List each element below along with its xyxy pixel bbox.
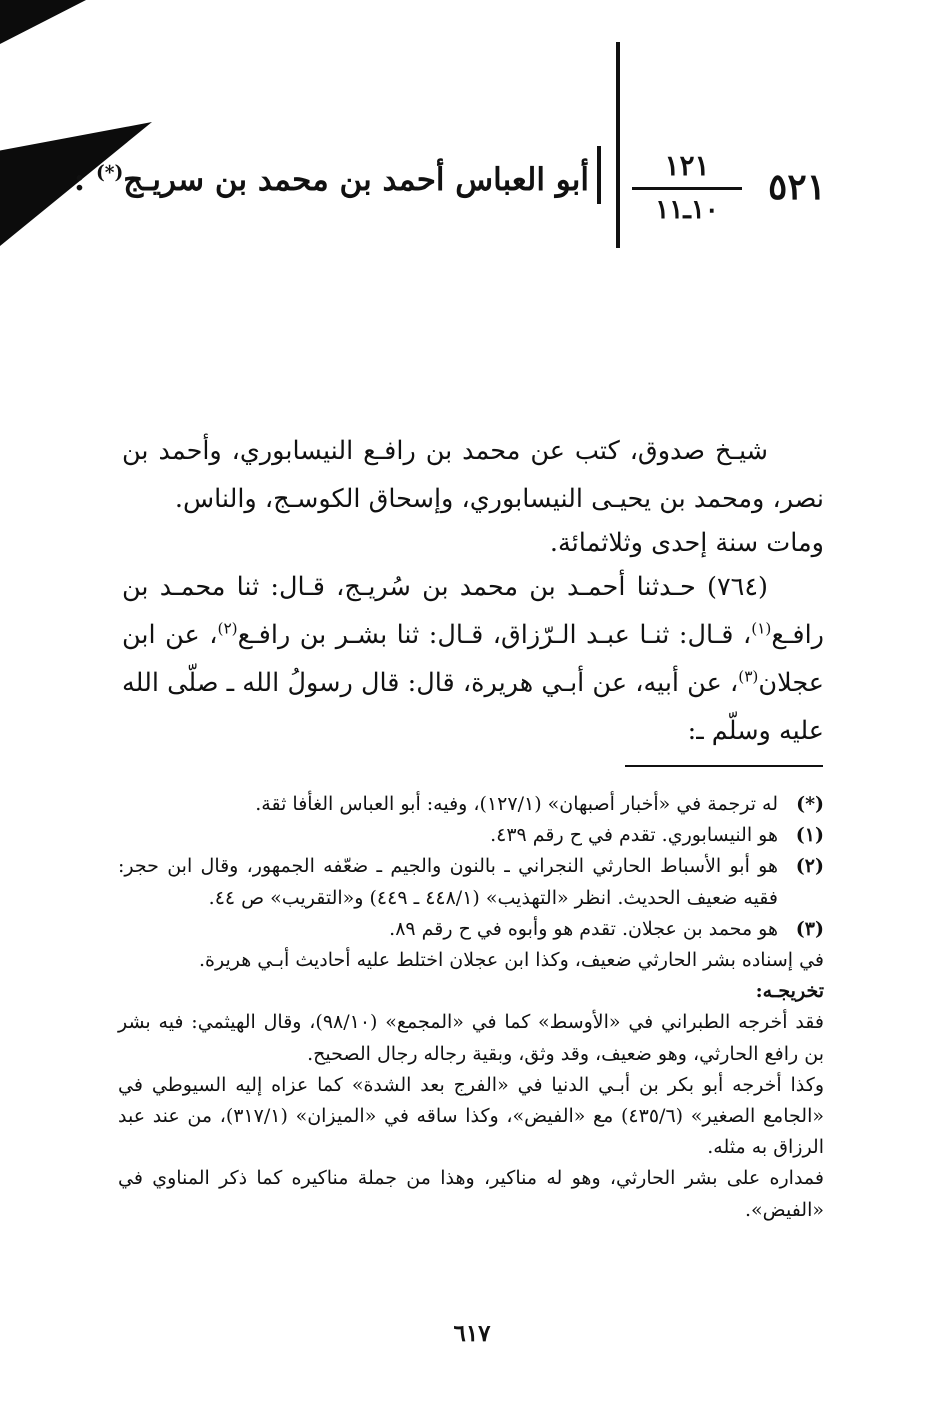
footnote-star (118, 789, 824, 820)
isnad-part-a: (٧٦٤) حـدثنا أحمـد بن محمد بن سُريـج، قـال: ثنا محمـد بن رافـع (122, 572, 824, 650)
scan-corner-shadow (0, 0, 86, 44)
death-paragraph: ومات سنة إحدى وثلاثمائة. (549, 528, 824, 558)
header-divider-short (597, 146, 601, 204)
takhrij-note-3: فمداره على بشر الحارثي، وهو له مناكير، وهذا من جملة مناكيره كما ذكر المناوي في «الفيض». (118, 1167, 824, 1221)
footnote-1-text: هو النيسابوري. تقدم في ح رقم ٤٣٩. (490, 824, 778, 847)
footnote-2 (118, 851, 824, 913)
footnote-3-mark: (٣) (795, 917, 824, 940)
entry-body (122, 427, 824, 755)
footnote-1 (118, 820, 824, 851)
isnad-part-c: ، عن ابن عجلان (122, 620, 824, 698)
title-footnote-mark: (*) (95, 162, 124, 184)
header-divider (616, 42, 620, 248)
footnote-ref-2: (٢) (217, 619, 238, 638)
entry-title (74, 162, 589, 198)
fraction-top: ١٢١ (664, 149, 710, 182)
footnote-2-text: هو أبو الأسباط الحارثي النجراني ـ بالنون والجيم ـ ضعّفه الجمهور، وقال ابن حجر: فقيه ضعيف الحديث. انظر «التهذيب» (٤٤٨/١ ـ ٤٤٩) و«التقريب» ص ٤٤. (118, 855, 778, 909)
takhrij-note-2: وكذا أخرجه أبو بكر بن أبـي الدنيا في «الفرج بعد الشدة» كما عزاه إليه السيوطي في «الجامع الصغير» (٤٣٥/٦) مع «الفيض»، وكذا ساقه في «الميزان» (٣١٧/١)، من عند عبد الرزاق به مثله. (118, 1073, 824, 1159)
title-name: أبو العباس أحمد بن محمد بن سريـج (123, 162, 589, 198)
footnote-2-mark: (٢) (795, 855, 824, 878)
fraction-bar (632, 187, 742, 190)
footnote-separator (625, 765, 823, 767)
isnad-part-d: ، عن أبيه، عن أبـي هريرة، قال: قال رسولُ الله ـ صلّى الله عليه وسلّم ـ: (122, 668, 824, 746)
biography-paragraph: شيـخ صدوق، كتب عن محمد بن رافـع النيسابوري، وأحمد بن نصر، ومحمد بن يحيـى النيسابوري، وإسحاق الكوسـج، والناس. (122, 436, 824, 514)
isnad-note: في إسناده بشر الحارثي ضعيف، وكذا ابن عجلان اختلط عليه أحاديث أبـي هريرة. (199, 949, 824, 972)
entry-fraction (632, 148, 742, 227)
footnote-3 (118, 914, 824, 945)
footnote-ref-3: (٣) (738, 667, 759, 686)
footnote-star-mark: (*) (796, 793, 824, 815)
takhrij-note-1: فقد أخرجه الطبراني في «الأوسط» كما في «المجمع» (٩٨/١٠)، وقال الهيثمي: فيه بشر بن رافع الحارثي، وهو ضعيف، وقد وثق، وبقية رجاله رجال الصحيح. (118, 1011, 824, 1065)
isnad-part-b: ، قـال: ثنـا عبـد الـرّزاق، قـال: ثنا بشـر بن رافـع (237, 620, 752, 650)
footnote-star-text: له ترجمة في «أخبار أصبهان» (١٢٧/١)، وفيه: أبو العباس الغأفا ثقة. (255, 793, 778, 815)
fraction-bottom: ١٠ـ١١ (655, 195, 719, 225)
page-number: ٦١٧ (453, 1320, 491, 1347)
entry-number: ٥٢١ (767, 166, 826, 208)
footnote-ref-1: (١) (751, 619, 772, 638)
takhrij-heading: تخريجـه: (755, 980, 824, 1003)
footnote-1-mark: (١) (795, 824, 824, 847)
title-colon: : (73, 162, 96, 198)
footnote-3-text: هو محمد بن عجلان. تقدم هو وأبوه في ح رقم ٨٩. (389, 917, 778, 940)
footnotes (118, 789, 824, 1226)
hadith-paragraph (122, 563, 824, 755)
